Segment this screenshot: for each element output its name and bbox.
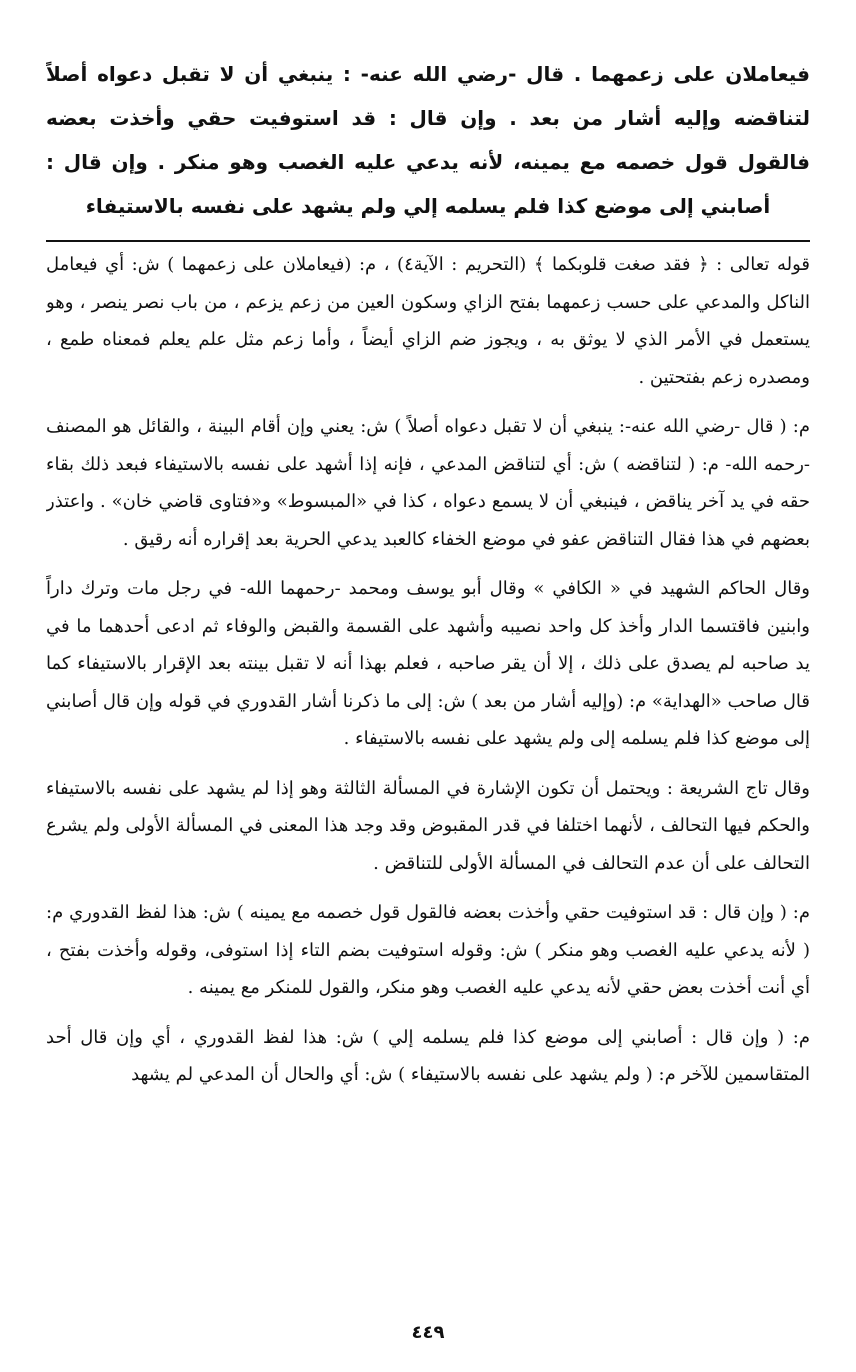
main-text: فيعاملان على زعمهما . قال -رضي الله عنه- : ينبغي أن لا تقبل دعواه أصلاً لتناقضه وإليه أشار من بعد . وإن قال : قد استوفيت حقي وأخذت بعضه فالقول قول خصمه مع يمينه، لأنه يدعي عليه الغصب وهو منكر . وإن قال : أصابني إلى موضع كذا فلم يسلمه إلي ولم يشهد على نفسه بالاستيفاء: [46, 62, 810, 218]
commentary-paragraph: قوله تعالى : ﴿ فقد صغت قلوبكما ﴾ (التحريم : الآية٤) ، م: (فيعاملان على زعمهما ) ش: أي فيعامل الناكل والمدعي على حسب زعمهما بفتح الزاي وسكون العين من زعم يزعم ، من باب نصر ينصر ، وهو يستعمل في الأمر الذي لا يوثق به ، ويجوز ضم الزاي أيضاً ، وأما زعم مثل علم يعلم فمعناه طمع ، ومصدره زعم بفتحتين .: [46, 254, 810, 388]
commentary-paragraph: م: ( وإن قال : قد استوفيت حقي وأخذت بعضه فالقول قول خصمه مع يمينه ) ش: هذا لفظ القدوري م: ( لأنه يدعي عليه الغصب وهو منكر ) ش: وقوله استوفيت بضم التاء إذا استوفى، وقوله وأخذت بفتح ، أي أنت أخذت بعض حقي لأنه يدعي عليه الغصب وهو منكر، والقول للمنكر مع يمينه .: [46, 902, 810, 998]
commentary: [46, 246, 810, 1296]
commentary-paragraph: م: ( وإن قال : أصابني إلى موضع كذا فلم يسلمه إلي ) ش: هذا لفظ القدوري ، أي وإن قال أحد المتقاسمين للآخر م: ( ولم يشهد على نفسه بالاستيفاء ) ش: أي والحال أن المدعي لم يشهد: [46, 1026, 810, 1085]
page-number: ٤٤٩: [411, 1322, 445, 1343]
separator-line: [46, 240, 810, 242]
commentary-paragraph: وقال الحاكم الشهيد في « الكافي » وقال أبو يوسف ومحمد -رحمهما الله- في رجل مات وترك داراً وابنين فاقتسما الدار وأخذ كل واحد نصيبه وأشهد على القسمة والقبض والوفاء ثم ادعى أحدهما ما في يد صاحبه لم يصدق على ذلك ، إلا أن يقر صاحبه ، فعلم بهذا أنه لا تقبل بينته بعد الإقرار بالاستيفاء كما قال صاحب «الهداية» م: (وإليه أشار من بعد ) ش: إلى ما ذكرنا أشار القدوري في قوله وإن قال أصابني إلى موضع كذا فلم يسلمه إلى ولم يشهد على نفسه بالاستيفاء .: [46, 578, 810, 749]
commentary-paragraph: وقال تاج الشريعة : ويحتمل أن تكون الإشارة في المسألة الثالثة وهو إذا لم يشهد على نفسه بالاستيفاء والحكم فيها التحالف ، لأنهما اختلفا في قدر المقبوض وقد وجد هذا المعنى في المسألة الأولى ولم يشرع التحالف على أن عدم التحالف في المسألة الأولى للتناقض .: [46, 777, 810, 874]
commentary-paragraph: م: ( قال -رضي الله عنه-: ينبغي أن لا تقبل دعواه أصلاً ) ش: يعني وإن أقام البينة ، والقائل هو المصنف -رحمه الله- م: ( لتناقضه ) ش: أي لتناقض المدعي ، فإنه إذا أشهد على نفسه بالاستيفاء فبعد ذلك بقاء حقه في يد آخر يناقض ، فينبغي أن لا يسمع دعواه ، كذا في «المبسوط» و«فتاوى قاضي خان» . واعتذر بعضهم في هذا فقال التناقض عفو في موضع الخفاء كالعبد يدعي الحرية بعد إقراره أنه رقيق .: [46, 416, 810, 550]
